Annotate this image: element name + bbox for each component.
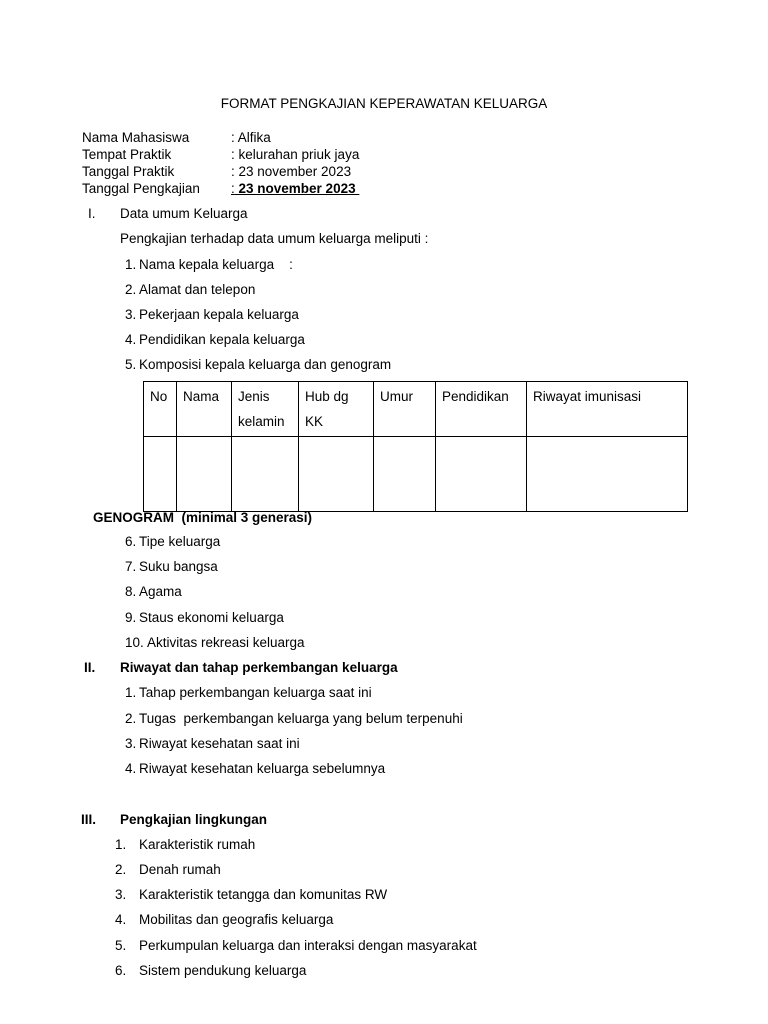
list-item-number: 4. (125, 761, 137, 776)
table-cell (232, 437, 299, 512)
list-item: Suku bangsa (139, 559, 218, 574)
table-cell (436, 437, 527, 512)
list-item-number: 1. (115, 837, 127, 852)
genogram-heading: GENOGRAM (minimal 3 generasi) (93, 510, 313, 525)
table-header-cell: Pendidikan (436, 382, 527, 437)
list-item-number: 7. (125, 559, 137, 574)
list-item: Alamat dan telepon (139, 282, 256, 297)
list-item-number: 5. (115, 938, 127, 953)
section1-intro: Pengkajian terhadap data umum keluarga meliputi : (120, 231, 429, 246)
table-header-cell: Nama (177, 382, 232, 437)
list-item-number: 3. (125, 736, 137, 751)
info-label: Tanggal Praktik (82, 164, 175, 179)
info-label: Tempat Praktik (82, 147, 172, 162)
list-item-number: 10. (125, 635, 144, 650)
section2-numeral: II. (84, 660, 96, 675)
list-item-number: 9. (125, 610, 137, 625)
section3-numeral: III. (81, 812, 97, 827)
section1-numeral: I. (88, 206, 96, 221)
info-value: : Alfika (231, 130, 271, 145)
list-item-number: 3. (125, 307, 137, 322)
list-item: Riwayat kesehatan keluarga sebelumnya (139, 761, 386, 776)
list-item: Tahap perkembangan keluarga saat ini (139, 685, 372, 700)
list-item-number: 2. (115, 862, 127, 877)
info-value-prefix: : (231, 181, 235, 196)
list-item: Perkumpulan keluarga dan interaksi dengan masyarakat (139, 938, 477, 953)
list-item-number: 3. (115, 887, 127, 902)
table-cell (177, 437, 232, 512)
list-item: Mobilitas dan geografis keluarga (139, 912, 334, 927)
list-item: Pekerjaan kepala keluarga (139, 307, 299, 322)
list-item: Nama kepala keluarga : (139, 257, 293, 272)
table-cell (527, 437, 688, 512)
info-label: Tanggal Pengkajian (82, 181, 200, 196)
list-item: Aktivitas rekreasi keluarga (147, 635, 305, 650)
list-item-number: 8. (125, 584, 137, 599)
table-cell (374, 437, 436, 512)
list-item: Tipe keluarga (139, 534, 221, 549)
info-value: : 23 november 2023 (231, 164, 352, 179)
table-cell (299, 437, 374, 512)
list-item-number: 4. (125, 332, 137, 347)
list-item: Tugas perkembangan keluarga yang belum terpenuhi (139, 711, 463, 726)
table-cell (144, 437, 177, 512)
list-item: Staus ekonomi keluarga (139, 610, 284, 625)
info-label: Nama Mahasiswa (82, 130, 190, 145)
table-header-cell: No (144, 382, 177, 437)
list-item-number: 5. (125, 357, 137, 372)
list-item: Agama (139, 584, 182, 599)
list-item: Komposisi kepala keluarga dan genogram (139, 357, 392, 372)
section1-heading: Data umum Keluarga (120, 206, 248, 221)
list-item: Karakteristik tetangga dan komunitas RW (139, 887, 388, 902)
table-row (144, 437, 688, 512)
list-item: Denah rumah (139, 862, 221, 877)
list-item-number: 2. (125, 711, 137, 726)
family-composition-table (143, 381, 688, 512)
list-item-number: 6. (125, 534, 137, 549)
list-item: Riwayat kesehatan saat ini (139, 736, 300, 751)
list-item-number: 1. (125, 685, 137, 700)
list-item-number: 6. (115, 963, 127, 978)
section2-heading: Riwayat dan tahap perkembangan keluarga (120, 660, 398, 675)
table-header-cell: Jenis kelamin (232, 382, 299, 437)
table-header-row (144, 382, 688, 437)
list-item-number: 4. (115, 912, 127, 927)
info-value (231, 180, 359, 197)
table-header-cell: Riwayat imunisasi (527, 382, 688, 437)
list-item-number: 1. (125, 257, 137, 272)
table-header-cell: Umur (374, 382, 436, 437)
info-value: : kelurahan priuk jaya (231, 147, 360, 162)
list-item: Sistem pendukung keluarga (139, 963, 307, 978)
list-item-number: 2. (125, 282, 137, 297)
page-title: FORMAT PENGKAJIAN KEPERAWATAN KELUARGA (220, 96, 548, 111)
info-value-date: 23 november 2023 (234, 181, 360, 196)
list-item: Karakteristik rumah (139, 837, 256, 852)
table-header-cell: Hub dg KK (299, 382, 374, 437)
list-item: Pendidikan kepala keluarga (139, 332, 305, 347)
section3-heading: Pengkajian lingkungan (120, 812, 268, 827)
